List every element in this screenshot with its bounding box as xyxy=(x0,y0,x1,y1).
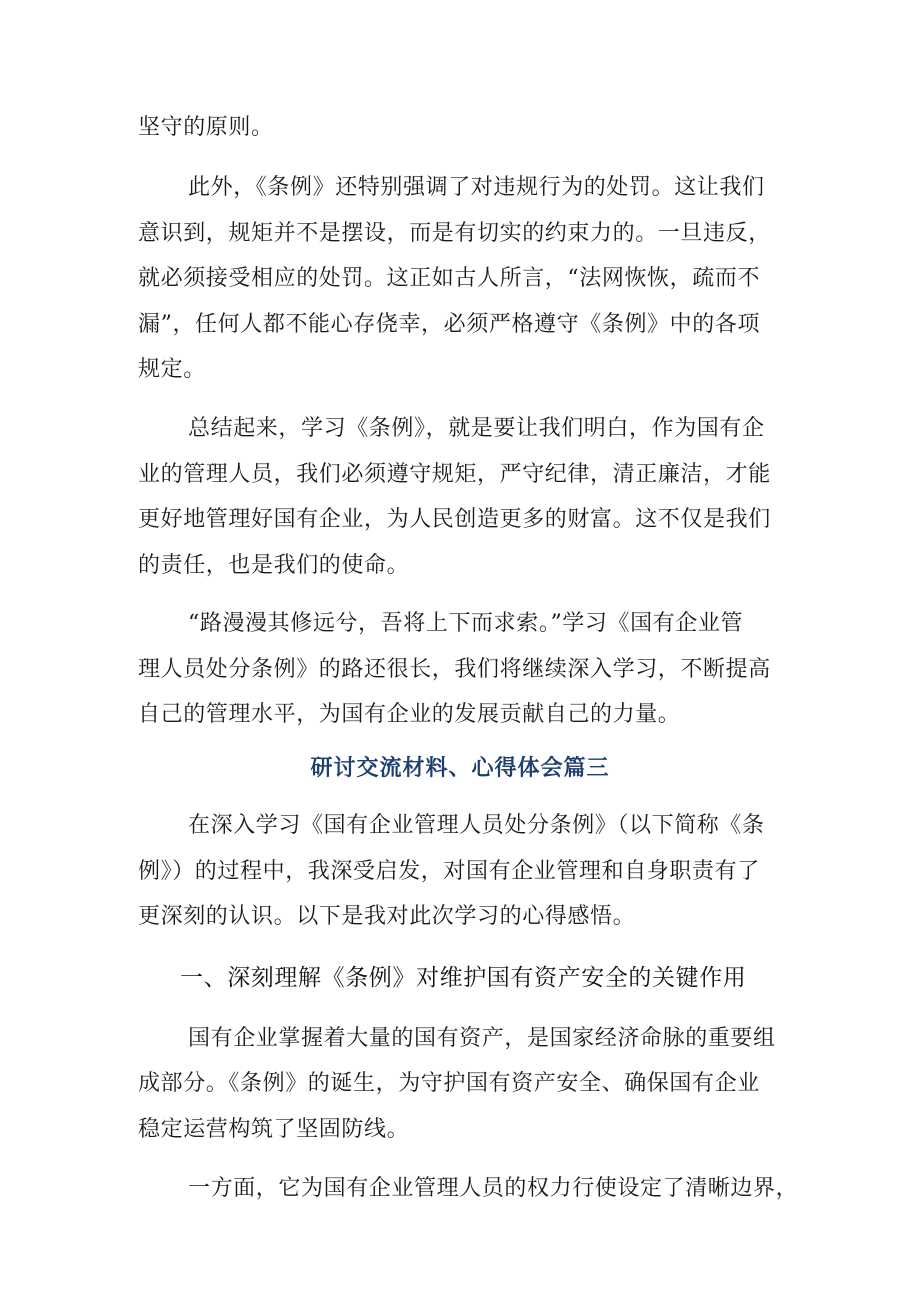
paragraph-line: 规定。 xyxy=(138,357,206,382)
paragraph-line: 稳定运营构筑了坚固防线。 xyxy=(138,1117,410,1142)
paragraph-line: 意识到，规矩并不是摆设，而是有切实的约束力的。一旦违反， xyxy=(138,221,771,246)
paragraph-line: 在深入学习《国有企业管理人员处分条例》（以下简称《条 xyxy=(188,813,765,838)
paragraph-line: 就必须接受相应的处罚。这正如古人所言，“法网恢恢，疏而不 xyxy=(138,266,761,291)
paragraph-line: 更深刻的认识。以下是我对此次学习的心得感悟。 xyxy=(138,904,636,929)
section-title: 研讨交流材料、心得体会篇三 xyxy=(310,755,610,781)
paragraph-line: 坚守的原则。 xyxy=(138,115,274,140)
paragraph-line: 成部分。《条例》的诞生，为守护国有资产安全、确保国有企业 xyxy=(138,1071,760,1096)
paragraph-line: 此外，《条例》还特别强调了对违规行为的处罚。这让我们 xyxy=(188,175,765,200)
paragraph-line: 国有企业掌握着大量的国有资产，是国家经济命脉的重要组 xyxy=(188,1026,776,1051)
paragraph-line: 的责任，也是我们的使命。 xyxy=(138,553,410,578)
paragraph-line: 总结起来，学习《条例》，就是要让我们明白，作为国有企 xyxy=(188,416,765,441)
paragraph-line: 自己的管理水平，为国有企业的发展贡献自己的力量。 xyxy=(138,702,681,727)
paragraph-line: 理人员处分条例》的路还很长，我们将继续深入学习，不断提高 xyxy=(138,657,771,682)
paragraph-line: 例》）的过程中，我深受启发，对国有企业管理和自身职责有了 xyxy=(138,859,760,884)
paragraph-line: 漏”，任何人都不能心存侥幸，必须严格遵守《条例》中的各项 xyxy=(138,312,761,337)
subheading: 一、深刻理解《条例》对维护国有资产安全的关键作用 xyxy=(180,965,747,991)
paragraph-line: 业的管理人员，我们必须遵守规矩，严守纪律，清正廉洁，才能 xyxy=(138,462,771,487)
paragraph-line: 一方面，它为国有企业管理人员的权力行使设定了清晰边界， xyxy=(188,1176,799,1201)
paragraph-line: 更好地管理好国有企业，为人民创造更多的财富。这不仅是我们 xyxy=(138,507,771,532)
paragraph-line: “路漫漫其修远兮，吾将上下而求索。”学习《国有企业管 xyxy=(188,611,744,636)
